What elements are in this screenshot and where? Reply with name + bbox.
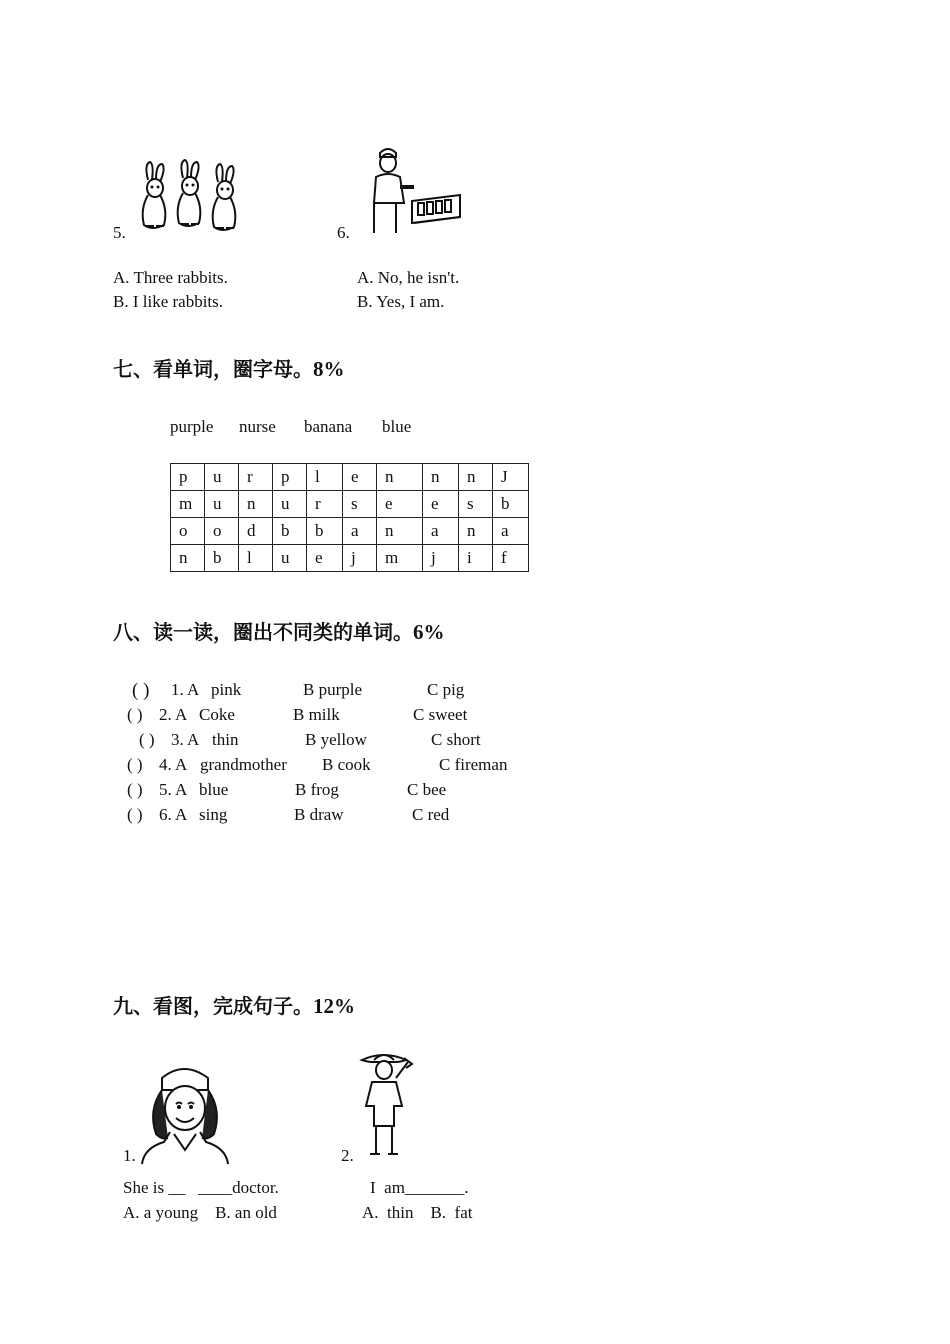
item-number: 1. A (171, 680, 200, 699)
q6-option-a[interactable]: A. No, he isn't. (357, 268, 460, 287)
section7-heading (113, 353, 345, 382)
option-a[interactable]: blue (199, 780, 229, 799)
answer-paren[interactable]: ( ) (127, 780, 143, 799)
milkman-picture (366, 145, 464, 237)
option-a[interactable]: sing (199, 805, 228, 824)
grid-cell[interactable]: b (493, 491, 529, 518)
option-b[interactable]: B milk (293, 705, 340, 724)
answer-paren[interactable]: ( ) (132, 680, 150, 701)
grid-cell[interactable]: l (307, 464, 343, 491)
item-number: 5. A (159, 780, 188, 799)
grid-cell[interactable]: p (273, 464, 307, 491)
grid-cell[interactable]: l (239, 545, 273, 572)
grid-cell[interactable]: j (423, 545, 459, 572)
grid-cell[interactable]: o (171, 518, 205, 545)
grid-cell[interactable]: a (343, 518, 377, 545)
s9-q1-options[interactable]: A. a young B. an old (123, 1203, 277, 1222)
section7-word: purple (170, 417, 214, 436)
grid-cell[interactable]: m (171, 491, 205, 518)
grid-cell[interactable]: n (377, 464, 423, 491)
grid-row (171, 518, 529, 545)
option-c[interactable]: C sweet (413, 705, 468, 724)
grid-row (171, 545, 529, 572)
grid-cell[interactable]: o (205, 518, 239, 545)
grid-cell[interactable]: b (273, 518, 307, 545)
q5-number: 5. (113, 223, 126, 242)
answer-paren[interactable]: ( ) (127, 805, 143, 824)
section8-heading (113, 616, 445, 645)
section9-percent: 12% (313, 994, 355, 1018)
grid-cell[interactable]: e (377, 491, 423, 518)
grid-cell[interactable]: a (423, 518, 459, 545)
section7-word: blue (382, 417, 412, 436)
grid-cell[interactable]: i (459, 545, 493, 572)
s9-q2-options[interactable]: A. thin B. fat (362, 1203, 473, 1222)
option-a[interactable]: Coke (199, 705, 235, 724)
grid-cell[interactable]: s (459, 491, 493, 518)
item-number: 6. A (159, 805, 188, 824)
grid-cell[interactable]: d (239, 518, 273, 545)
section9-title: 九、看图，完成句子。 (113, 994, 313, 1018)
option-b[interactable]: B purple (303, 680, 363, 699)
grid-cell[interactable]: u (273, 545, 307, 572)
grid-cell[interactable]: n (459, 464, 493, 491)
grid-cell[interactable]: a (493, 518, 529, 545)
option-c[interactable]: C pig (427, 680, 465, 699)
farmer-picture (354, 1048, 416, 1162)
s9-q2-number: 2. (341, 1146, 354, 1165)
item-number: 3. A (171, 730, 200, 749)
option-a[interactable]: pink (211, 680, 242, 699)
section7-word: banana (304, 417, 353, 436)
q6-number: 6. (337, 223, 350, 242)
grid-cell[interactable]: u (205, 491, 239, 518)
grid-cell[interactable]: p (171, 464, 205, 491)
option-b[interactable]: B yellow (305, 730, 367, 749)
grid-cell[interactable]: n (239, 491, 273, 518)
grid-cell[interactable]: m (377, 545, 423, 572)
item-number: 4. A (159, 755, 188, 774)
option-c[interactable]: C bee (407, 780, 447, 799)
grid-cell[interactable]: u (205, 464, 239, 491)
grid-cell[interactable]: r (307, 491, 343, 518)
rabbits-picture (138, 160, 244, 234)
answer-paren[interactable]: ( ) (139, 730, 155, 749)
section7-word: nurse (239, 417, 276, 436)
option-c[interactable]: C red (412, 805, 450, 824)
option-b[interactable]: B draw (294, 805, 344, 824)
grid-cell[interactable]: e (343, 464, 377, 491)
grid-cell[interactable]: r (239, 464, 273, 491)
grid-cell[interactable]: n (377, 518, 423, 545)
section8-title: 八、读一读，圈出不同类的单词。 (113, 620, 413, 644)
grid-cell[interactable]: n (423, 464, 459, 491)
letter-grid (170, 463, 529, 572)
s9-q1-sentence: She is __ ____doctor. (123, 1178, 279, 1197)
section9-heading (113, 990, 355, 1019)
grid-cell[interactable]: e (423, 491, 459, 518)
grid-cell[interactable]: J (493, 464, 529, 491)
s9-q2-sentence: I am_______. (370, 1178, 469, 1197)
grid-cell[interactable]: n (171, 545, 205, 572)
grid-cell[interactable]: n (459, 518, 493, 545)
q5-option-b[interactable]: B. I like rabbits. (113, 292, 224, 311)
grid-cell[interactable]: s (343, 491, 377, 518)
item-number: 2. A (159, 705, 188, 724)
grid-cell[interactable]: f (493, 545, 529, 572)
section7-title: 七、看单词，圈字母。 (113, 357, 313, 381)
option-a[interactable]: grandmother (200, 755, 287, 774)
section7-percent: 8% (313, 357, 345, 381)
answer-paren[interactable]: ( ) (127, 755, 143, 774)
option-a[interactable]: thin (212, 730, 239, 749)
option-c[interactable]: C short (431, 730, 481, 749)
q6-option-b[interactable]: B. Yes, I am. (357, 292, 445, 311)
grid-cell[interactable]: u (273, 491, 307, 518)
grid-row (171, 464, 529, 491)
grid-row (171, 491, 529, 518)
grid-cell[interactable]: e (307, 545, 343, 572)
grid-cell[interactable]: b (205, 545, 239, 572)
grid-cell[interactable]: j (343, 545, 377, 572)
s9-q1-number: 1. (123, 1146, 136, 1165)
answer-paren[interactable]: ( ) (127, 705, 143, 724)
option-b[interactable]: B cook (322, 755, 371, 774)
section8-percent: 6% (413, 620, 445, 644)
option-b[interactable]: B frog (295, 780, 339, 799)
option-c[interactable]: C fireman (439, 755, 508, 774)
q5-option-a[interactable]: A. Three rabbits. (113, 268, 228, 287)
doctor-woman-picture (140, 1058, 230, 1164)
grid-cell[interactable]: b (307, 518, 343, 545)
